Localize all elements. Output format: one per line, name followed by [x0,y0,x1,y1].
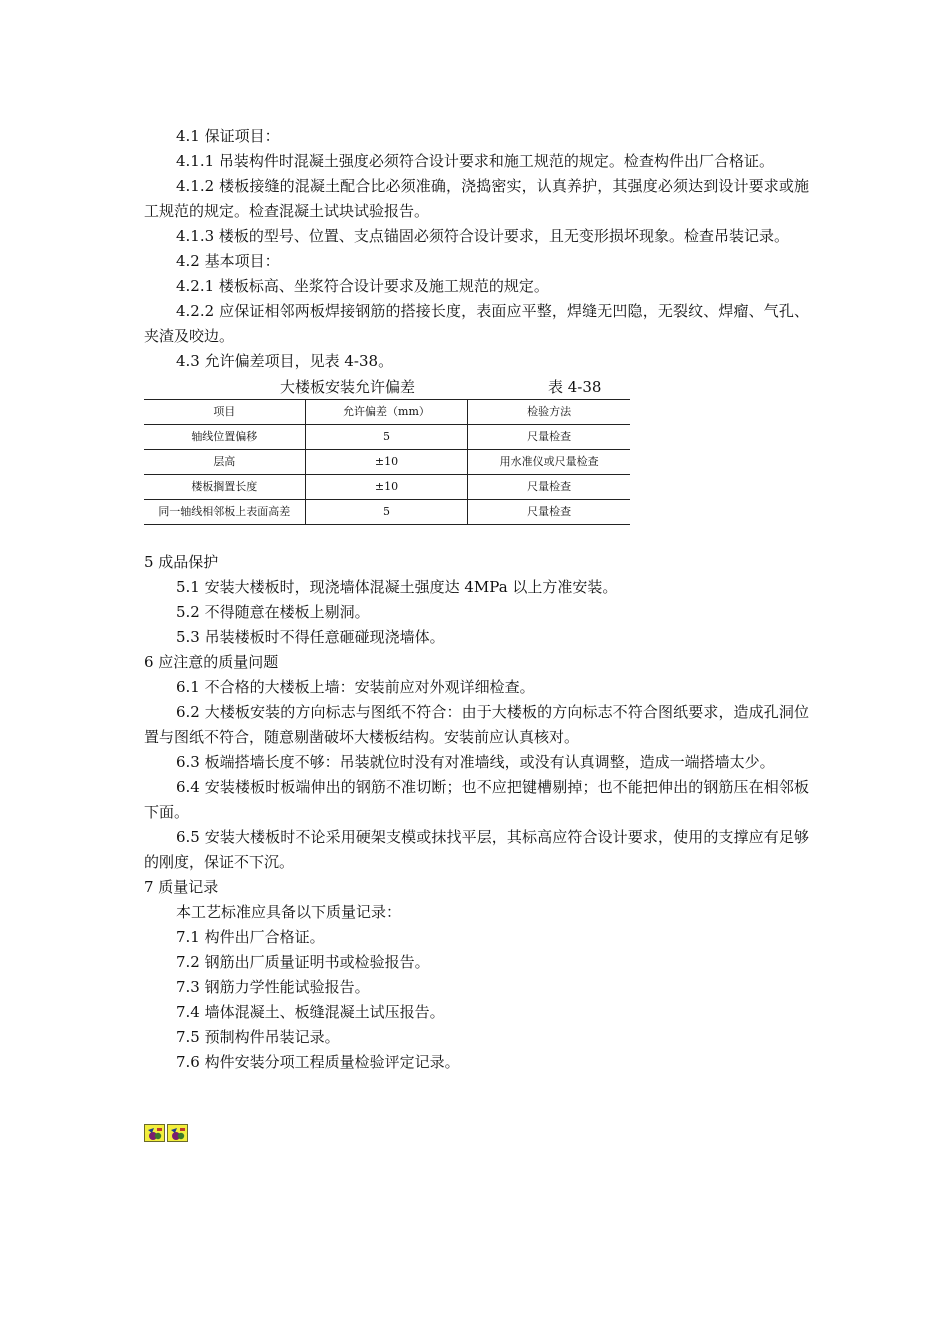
table-cell: 轴线位置偏移 [144,425,305,450]
table-cell: ±10 [305,450,468,475]
table-header-row [144,400,630,425]
document-body [144,124,809,1075]
table-number: 表 4-38 [548,378,602,396]
table-title: 大楼板安装允许偏差 [280,378,416,396]
para-7-intro: 本工艺标准应具备以下质量记录： [176,903,402,921]
para-4-2-1: 4.2.1 楼板标高、坐浆符合设计要求及施工规范的规定。 [176,277,549,295]
para-6-1: 6.1 不合格的大楼板上墙：安装前应对外观详细检查。 [176,678,535,696]
para-7-5: 7.5 预制构件吊装记录。 [176,1028,340,1046]
table-header-cell: 检验方法 [468,400,630,425]
table-row [144,450,630,475]
para-6-5: 6.5 安装大楼板时不论采用硬架支模或抹找平层，其标高应符合设计要求，使用的支撑应有足够的刚度，保证不下沉。 [144,828,809,871]
table-cell: 尺量检查 [468,425,630,450]
para-7-4: 7.4 墙体混凝土、板缝混凝土试压报告。 [176,1003,445,1021]
table-cell: 同一轴线相邻板上表面高差 [144,500,305,525]
para-4-3: 4.3 允许偏差项目，见表 4-38。 [176,352,394,370]
section-5-title: 5 成品保护 [144,553,219,571]
nav-prev-icon[interactable] [144,1124,165,1142]
para-6-3: 6.3 板端搭墙长度不够：吊装就位时没有对准墙线，或没有认真调整，造成一端搭墙太少。 [176,753,775,771]
table-cell: 用水准仪或尺量检查 [468,450,630,475]
nav-next-icon[interactable] [167,1124,188,1142]
table-cell: ±10 [305,475,468,500]
table-caption [144,375,809,399]
table-cell: 尺量检查 [468,475,630,500]
table-cell: 尺量检查 [468,500,630,525]
spacer [144,525,809,550]
para-5-2: 5.2 不得随意在楼板上剔洞。 [176,603,370,621]
table-row [144,500,630,525]
para-4-1: 4.1 保证项目： [176,127,280,145]
para-7-1: 7.1 构件出厂合格证。 [176,928,325,946]
para-7-3: 7.3 钢筋力学性能试验报告。 [176,978,370,996]
para-7-6: 7.6 构件安装分项工程质量检验评定记录。 [176,1053,460,1071]
para-6-4: 6.4 安装楼板时板端伸出的钢筋不准切断；也不应把键槽剔掉；也不能把伸出的钢筋压在相邻板下面。 [144,778,809,821]
para-4-1-2: 4.1.2 楼板接缝的混凝土配合比必须准确，浇捣密实，认真养护，其强度必须达到设计要求或施工规范的规定。检查混凝土试块试验报告。 [144,177,809,220]
table-header-cell: 项目 [144,400,305,425]
para-4-1-3: 4.1.3 楼板的型号、位置、支点锚固必须符合设计要求，且无变形损坏现象。检查吊装记录。 [176,227,789,245]
para-5-3: 5.3 吊装楼板时不得任意砸碰现浇墙体。 [176,628,445,646]
table-cell: 5 [305,500,468,525]
table-row [144,475,630,500]
deviation-table [144,399,630,525]
para-7-2: 7.2 钢筋出厂质量证明书或检验报告。 [176,953,430,971]
table-row [144,425,630,450]
para-5-1: 5.1 安装大楼板时，现浇墙体混凝土强度达 4MPa 以上方准安装。 [176,578,618,596]
table-cell: 5 [305,425,468,450]
nav-icons [144,1124,188,1142]
para-4-1-1: 4.1.1 吊装构件时混凝土强度必须符合设计要求和施工规范的规定。检查构件出厂合格证。 [176,152,774,170]
para-4-2-2: 4.2.2 应保证相邻两板焊接钢筋的搭接长度，表面应平整，焊缝无凹隐，无裂纹、焊瘤、气孔、夹渣及咬边。 [144,302,809,345]
table-cell: 楼板搁置长度 [144,475,305,500]
table-header-cell: 允许偏差（mm） [305,400,468,425]
para-4-2: 4.2 基本项目： [176,252,280,270]
section-6-title: 6 应注意的质量问题 [144,653,279,671]
section-7-title: 7 质量记录 [144,878,219,896]
para-6-2: 6.2 大楼板安装的方向标志与图纸不符合：由于大楼板的方向标志不符合图纸要求，造成孔洞位置与图纸不符合，随意剔凿破坏大楼板结构。安装前应认真核对。 [144,703,809,746]
table-cell: 层高 [144,450,305,475]
